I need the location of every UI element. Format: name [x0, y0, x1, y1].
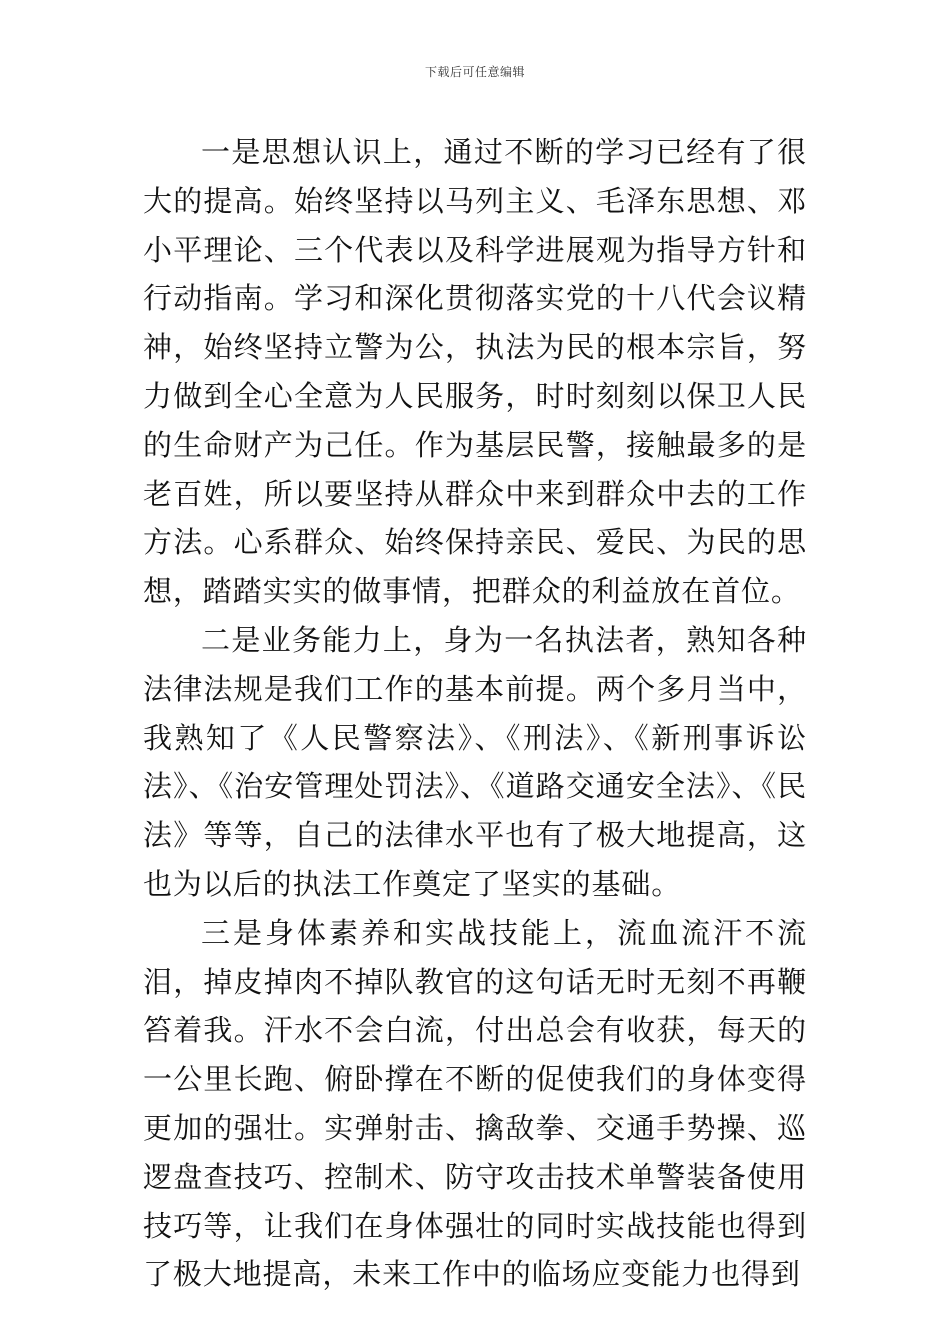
page-header-note: 下载后可任意编辑: [424, 65, 525, 79]
paragraph-physical-training: 三是身体素养和实战技能上，流血流汗不流泪，掉皮掉肉不掉队教官的这句话无时无刻不再鞭笞着我。汗水不会白流，付出总会有收获，每天的一公里长跑、俯卧撑在不断的促使我们的身体变得更加的强壮。实弹射击、擒敌拳、交通手势操、巡逻盘查技巧、控制术、防守攻击技术单警装备使用技巧等，让我们在身体强壮的同时实战技能也得到了极大地提高，未来工作中的临场应变能力也得到: [143, 915, 807, 1292]
document-body: [143, 128, 807, 1299]
paragraph-professional-ability: 二是业务能力上，身为一名执法者，熟知各种法律法规是我们工作的基本前提。两个多月当中，我熟知了《人民警察法》、《刑法》、《新刑事诉讼法》、《治安管理处罚法》、《道路交通安全法》、《民法》等等，自己的法律水平也有了极大地提高，这也为以后的执法工作奠定了坚实的基础。: [143, 622, 807, 901]
paragraph-thought-awareness: 一是思想认识上，通过不断的学习已经有了很大的提高。始终坚持以马列主义、毛泽东思想、邓小平理论、三个代表以及科学进展观为指导方针和行动指南。学习和深化贯彻落实党的十八代会议精神，始终坚持立警为公，执法为民的根本宗旨，努力做到全心全意为人民服务，时时刻刻以保卫人民的生命财产为己任。作为基层民警，接触最多的是老百姓，所以要坚持从群众中来到群众中去的工作方法。心系群众、始终保持亲民、爱民、为民的思想，踏踏实实的做事情，把群众的利益放在首位。: [143, 135, 807, 609]
